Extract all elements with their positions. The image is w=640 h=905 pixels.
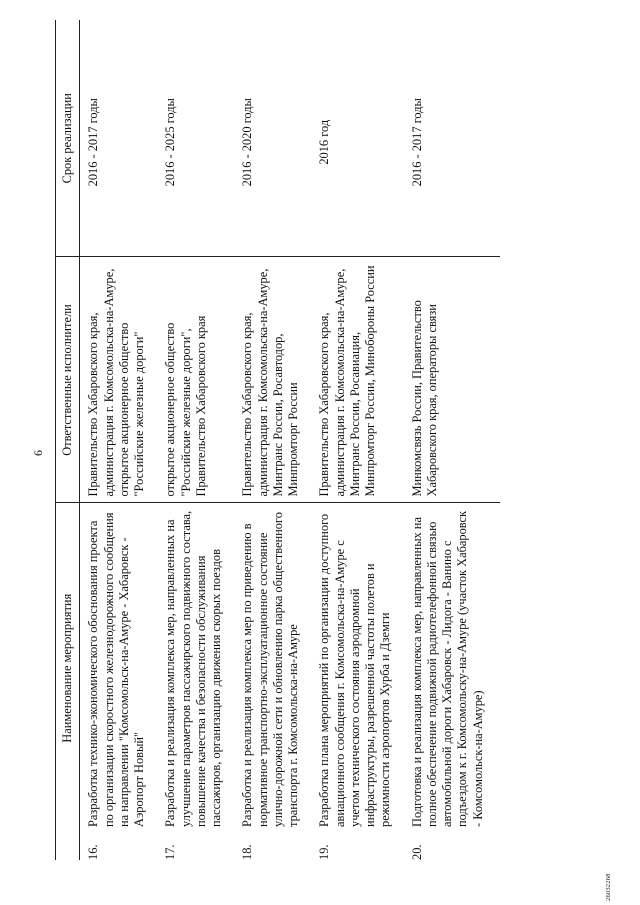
row-number: 20. xyxy=(409,844,424,860)
responsible-executors: Минкомсвязь России, Правительство Хабаровского края, операторы связи xyxy=(404,257,500,503)
table-row xyxy=(234,20,311,860)
implementation-term: 2016 год xyxy=(317,119,332,165)
header-responsible: Ответственные исполнители xyxy=(56,257,80,503)
measure-name: Разработка и реализация комплекса мер, направленных на улучшение параметров пассажирского подвижного состава, повышение качества и безопасности обслуживания пассажиров, организацию движения скорых поездов xyxy=(163,510,223,827)
row-number: 16. xyxy=(86,844,101,860)
term-cell xyxy=(311,20,403,257)
responsible-executors: открытое акционерное общество "Российские железные дороги", Правительство Хабаровского края xyxy=(157,257,234,503)
term-cell xyxy=(80,20,158,257)
page-number: 6 xyxy=(31,450,45,456)
term-cell xyxy=(404,20,500,257)
term-cell xyxy=(234,20,311,257)
measures-table xyxy=(55,20,500,860)
header-name: Наименование мероприятия xyxy=(56,503,80,833)
implementation-term: 2016 - 2020 годы xyxy=(240,98,255,187)
implementation-term: 2016 - 2017 годы xyxy=(86,98,101,187)
implementation-term: 2016 - 2017 годы xyxy=(409,98,424,187)
measure-name: Разработка и реализация комплекса мер по приведению в нормативное транспортно-эксплуатационное состояние улично-дорожной сети и обновлению парка общественного транспорта г. Комсомольска-на-Амуре xyxy=(240,512,300,827)
implementation-term: 2016 - 2025 годы xyxy=(163,98,178,187)
measure-name: Разработка технико-экономического обоснования проекта по организации скоростного железнодорожного сообщения на направлении "Комсомольск-на-Амуре - Хабаровск - Аэропорт Новый" xyxy=(86,512,146,827)
table-row xyxy=(311,20,403,860)
table-header-row xyxy=(56,20,80,860)
measure-name: Подготовка и реализация комплекса мер, направленных на полное обеспечение подвижной радиотелефонной связью автомобильной дороги Хабаровск - Лидога - Ванино с подъездом к г. Комсомольску-на-Амуре (участок Хабаровск - Комсомольск-на-Амуре) xyxy=(409,510,485,827)
table-row xyxy=(157,20,234,860)
responsible-executors: Правительство Хабаровского края, администрация г. Комсомольска-на-Амуре, открытое акционерное общество "Российские железные дороги" xyxy=(80,257,158,503)
table-row xyxy=(404,20,500,860)
row-number: 17. xyxy=(163,844,178,860)
responsible-executors: Правительство Хабаровского края, администрация г. Комсомольска-на-Амуре, Минтранс России, Росавтодор, Минпромторг России xyxy=(234,257,311,503)
row-number: 19. xyxy=(317,844,332,860)
term-cell xyxy=(157,20,234,257)
document-id: 26032268 xyxy=(605,873,612,901)
header-num xyxy=(56,833,80,860)
table-row xyxy=(80,20,158,860)
row-number: 18. xyxy=(240,844,255,860)
measure-name: Разработка плана мероприятий по организации доступного авиационного сообщения г. Комсомольска-на-Амуре с учетом технического состояния аэродромной инфраструктуры, разрешенной частоты полетов и режимности аэропортов Хурба и Дземги xyxy=(317,513,393,827)
responsible-executors: Правительство Хабаровского края, администрация г. Комсомольска-на-Амуре, Минтранс России, Росавиация, Минпромторг России, Минобороны России xyxy=(311,257,403,503)
header-term: Срок реализации xyxy=(56,20,80,257)
